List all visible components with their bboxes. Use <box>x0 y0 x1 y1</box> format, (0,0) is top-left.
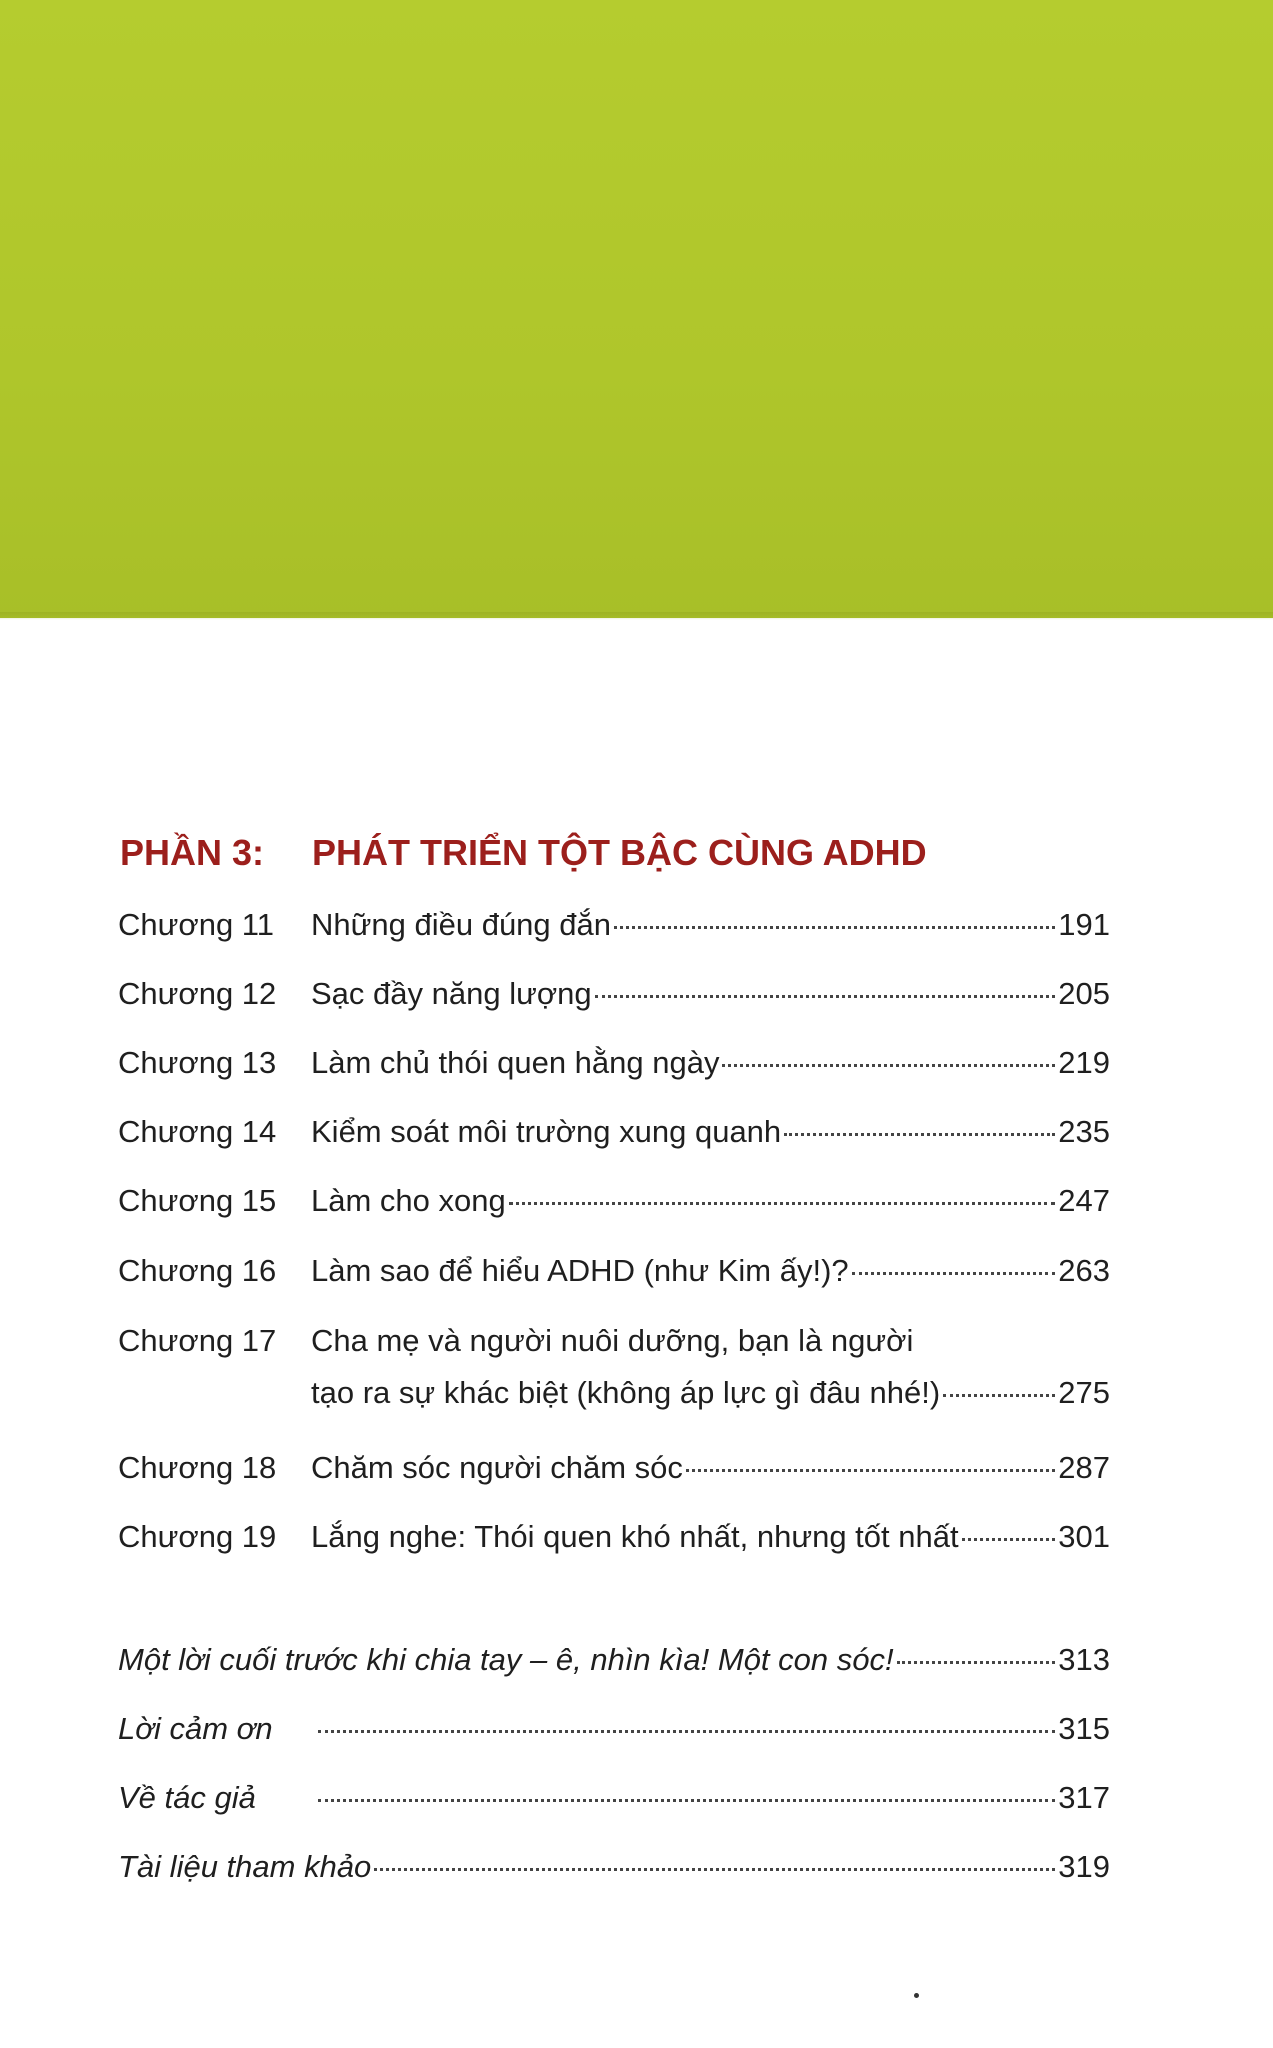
chapter-entry <box>311 1517 1110 1557</box>
chapter-number: Chương 15 <box>118 1183 277 1218</box>
back-matter-title: Lời cảm ơn <box>118 1711 273 1746</box>
back-matter-title: Một lời cuối trước khi chia tay – ê, nhìn kìa! Một con sóc! <box>118 1642 894 1677</box>
page-number: 319 <box>1058 1849 1110 1884</box>
chapter-number: Chương 18 <box>118 1450 277 1485</box>
chapter-number: Chương 11 <box>118 907 274 942</box>
dot-leader <box>784 1133 1055 1136</box>
part-label: PHẦN 3: <box>120 832 265 873</box>
chapter-title: Làm sao để hiểu ADHD (như Kim ấy!)? <box>311 1253 849 1288</box>
back-matter-entry <box>118 1640 1110 1680</box>
chapter-entry <box>311 1251 1110 1291</box>
chapter-entry <box>311 1181 1110 1221</box>
chapter-title: Những điều đúng đắn <box>311 907 611 942</box>
page-number: 315 <box>1058 1711 1110 1746</box>
chapter-entry <box>311 1043 1110 1083</box>
dot-leader <box>897 1661 1056 1664</box>
chapter-number: Chương 12 <box>118 976 277 1011</box>
back-matter-entry <box>118 1847 1110 1887</box>
chapter-number: Chương 13 <box>118 1045 277 1080</box>
page-number: 275 <box>1058 1375 1110 1410</box>
page-number: 219 <box>1058 1045 1110 1080</box>
chapter-entry <box>311 1448 1110 1488</box>
part-title: PHÁT TRIỂN TỘT BẬC CÙNG ADHD <box>312 832 927 873</box>
chapter-number: Chương 16 <box>118 1253 277 1288</box>
chapter-entry <box>311 1321 1110 1413</box>
chapter-number: Chương 17 <box>118 1323 277 1358</box>
cover-color-band <box>0 0 1273 618</box>
page-number: 313 <box>1058 1642 1110 1677</box>
page-number: 287 <box>1058 1450 1110 1485</box>
chapter-title-line-2: tạo ra sự khác biệt (không áp lực gì đâu nhé!) <box>311 1375 941 1410</box>
dot-leader <box>509 1202 1056 1205</box>
page-number: 191 <box>1058 907 1110 942</box>
chapter-title-line-1: Cha mẹ và người nuôi dưỡng, bạn là người <box>311 1323 914 1358</box>
chapter-entry <box>311 974 1110 1014</box>
back-matter-entry <box>315 1778 1110 1818</box>
dot-leader <box>852 1272 1056 1275</box>
page-number: 235 <box>1058 1114 1110 1149</box>
dot-leader <box>374 1868 1055 1871</box>
page-number: 263 <box>1058 1253 1110 1288</box>
page-number: 317 <box>1058 1780 1110 1815</box>
dot-leader <box>614 926 1055 929</box>
chapter-entry <box>311 905 1110 945</box>
chapter-title: Làm cho xong <box>311 1183 506 1218</box>
chapter-number: Chương 14 <box>118 1114 277 1149</box>
back-matter-entry <box>315 1709 1110 1749</box>
chapter-number: Chương 19 <box>118 1519 277 1554</box>
dot-leader <box>686 1469 1055 1472</box>
dot-leader <box>595 995 1056 998</box>
band-shadow-edge <box>0 612 1273 620</box>
back-matter-title: Tài liệu tham khảo <box>118 1849 372 1884</box>
dot-leader <box>318 1799 1055 1802</box>
dot-leader <box>943 1394 1055 1397</box>
dot-leader <box>722 1064 1055 1067</box>
chapter-entry <box>311 1112 1110 1152</box>
part-heading <box>120 832 1120 882</box>
toc-row-chapter-17[interactable] <box>118 1321 1110 1417</box>
chapter-title: Kiểm soát môi trường xung quanh <box>311 1114 782 1149</box>
page-number: 247 <box>1058 1183 1110 1218</box>
chapter-title: Sạc đầy năng lượng <box>311 976 592 1011</box>
chapter-title: Chăm sóc người chăm sóc <box>311 1450 683 1485</box>
stray-dot-mark <box>914 1993 919 1998</box>
chapter-title: Làm chủ thói quen hằng ngày <box>311 1045 720 1080</box>
chapter-title: Lắng nghe: Thói quen khó nhất, nhưng tốt nhất <box>311 1519 959 1554</box>
dot-leader <box>962 1538 1056 1541</box>
back-matter-title: Về tác giả <box>118 1780 256 1815</box>
page-number: 205 <box>1058 976 1110 1011</box>
dot-leader <box>318 1730 1055 1733</box>
page-number: 301 <box>1058 1519 1110 1554</box>
